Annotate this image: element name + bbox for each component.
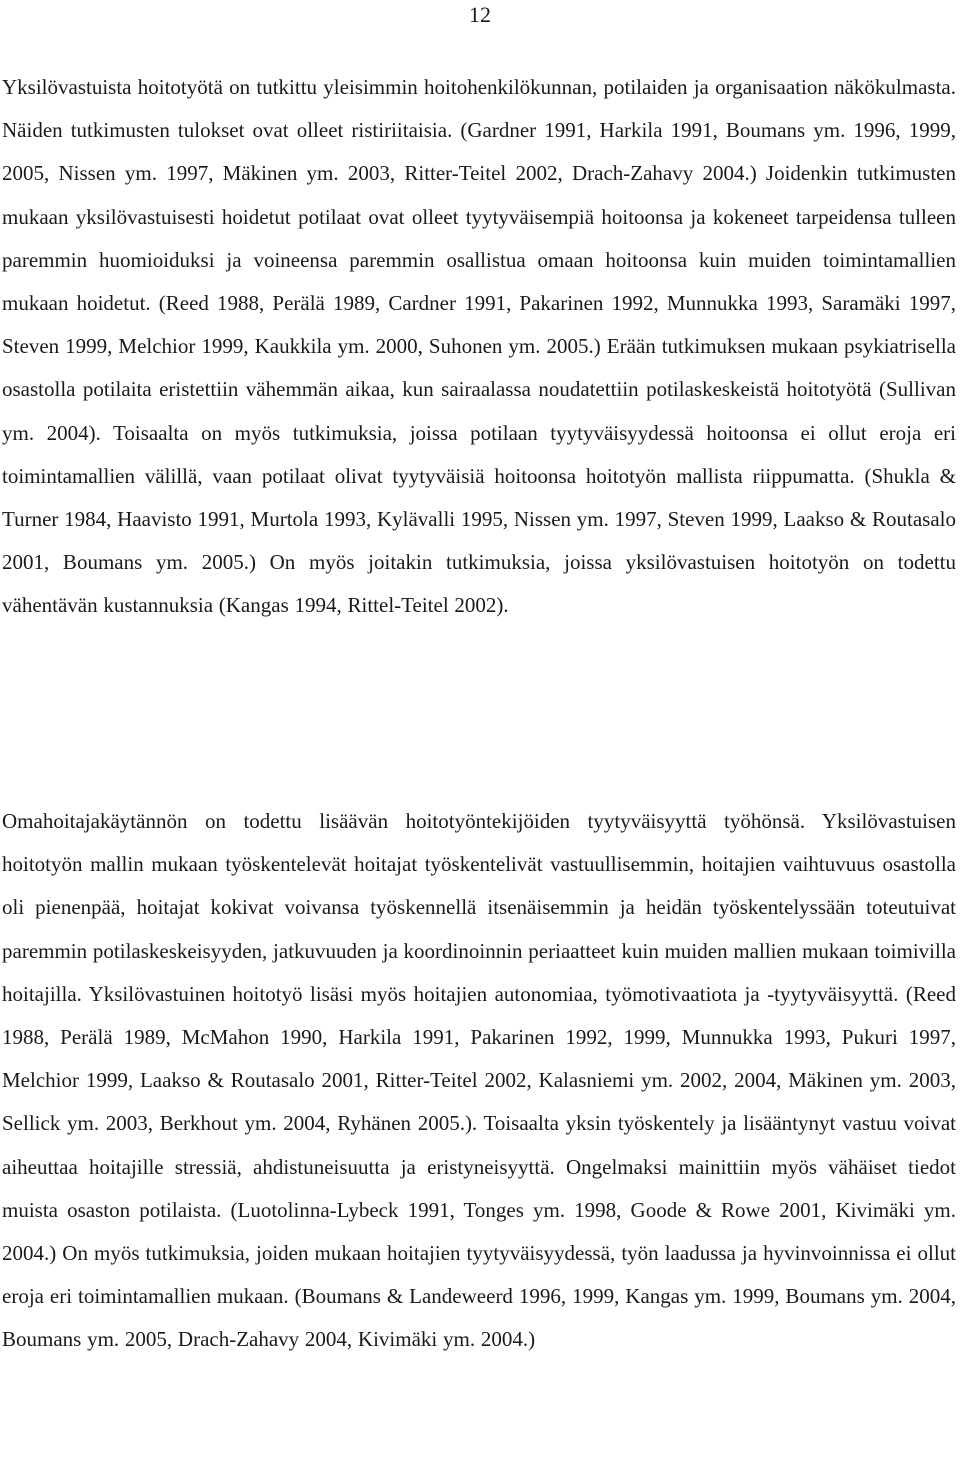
page-number: 12 (469, 2, 491, 27)
body-paragraph-1: Yksilövastuista hoitotyötä on tutkittu yleisimmin hoitohenkilökunnan, potilaiden ja organisaation näkökulmasta. Näiden tutkimusten tulokset ovat olleet ristiriitaisia. (Gardner 1991, Harkila 1991, Boumans ym. 1996, 1999, 2005, Nissen ym. 1997, Mäkinen ym. 2003, Ritter-Teitel 2002, Drach-Zahavy 2004.) Joidenkin tutkimusten mukaan yksilövastuisesti hoidetut potilaat ovat olleet tyytyväisempiä hoitoonsa ja kokeneet tarpeidensa tulleen paremmin huomioiduksi ja voineensa paremmin osallistua omaan hoitoonsa kuin muiden toimintamallien mukaan hoidetut. (Reed 1988, Perälä 1989, Cardner 1991, Pakarinen 1992, Munnukka 1993, Saramäki 1997, Steven 1999, Melchior 1999, Kaukkila ym. 2000, Suhonen ym. 2005.) Erään tutkimuksen mukaan psykiatrisella osastolla potilaita eristettiin vähemmän aikaa, kun sairaalassa noudatettiin potilaskeskeistä hoitotyötä (Sullivan ym. 2004). Toisaalta on myös tutkimuksia, joissa potilaan tyytyväisyydessä hoitoonsa ei ollut eroja eri toimintamallien välillä, vaan potilaat olivat tyytyväisiä hoitoonsa hoitotyön mallista riippumatta. (Shukla & Turner 1984, Haavisto 1991, Murtola 1993, Kylävalli 1995, Nissen ym. 1997, Steven 1999, Laakso & Routasalo 2001, Boumans ym. 2005.) On myös joitakin tutkimuksia, joissa yksilövastuisen hoitotyön on todettu vähentävän kustannuksia (Kangas 1994, Rittel-Teitel 2002). (2, 75, 956, 618)
body-paragraph-2: Omahoitajakäytännön on todettu lisäävän hoitotyöntekijöiden tyytyväisyyttä työhönsä. Yksilövastuisen hoitotyön mallin mukaan työskentelevät hoitajat työskentelivät vastuullisemmin, hoitajien vaihtuvuus osastolla oli pienenpää, hoitajat kokivat voivansa työskennellä itsenäisemmin ja heidän työskentelyssään toteutuivat paremmin potilaskeskeisyyden, jatkuvuuden ja koordinoinnin periaatteet kuin muiden mallien mukaan toimivilla hoitajilla. Yksilövastuinen hoitotyö lisäsi myös hoitajien autonomiaa, työmotivaatiota ja -tyytyväisyyttä. (Reed 1988, Perälä 1989, McMahon 1990, Harkila 1991, Pakarinen 1992, 1999, Munnukka 1993, Pukuri 1997, Melchior 1999, Laakso & Routasalo 2001, Ritter-Teitel 2002, Kalasniemi ym. 2002, 2004, Mäkinen ym. 2003, Sellick ym. 2003, Berkhout ym. 2004, Ryhänen 2005.). Toisaalta yksin työskentely ja lisääntynyt vastuu voivat aiheuttaa hoitajille stressiä, ahdistuneisuutta ja eristyneisyyttä. Ongelmaksi mainittiin myös vähäiset tiedot muista osaston potilaista. (Luotolinna-Lybeck 1991, Tonges ym. 1998, Goode & Rowe 2001, Kivimäki ym. 2004.) On myös tutkimuksia, joiden mukaan hoitajien tyytyväisyydessä, työn laadussa ja hyvinvoinnissa ei ollut eroja eri toimintamallien mukaan. (Boumans & Landeweerd 1996, 1999, Kangas ym. 1999, Boumans ym. 2004, Boumans ym. 2005, Drach-Zahavy 2004, Kivimäki ym. 2004.) (2, 809, 956, 1352)
